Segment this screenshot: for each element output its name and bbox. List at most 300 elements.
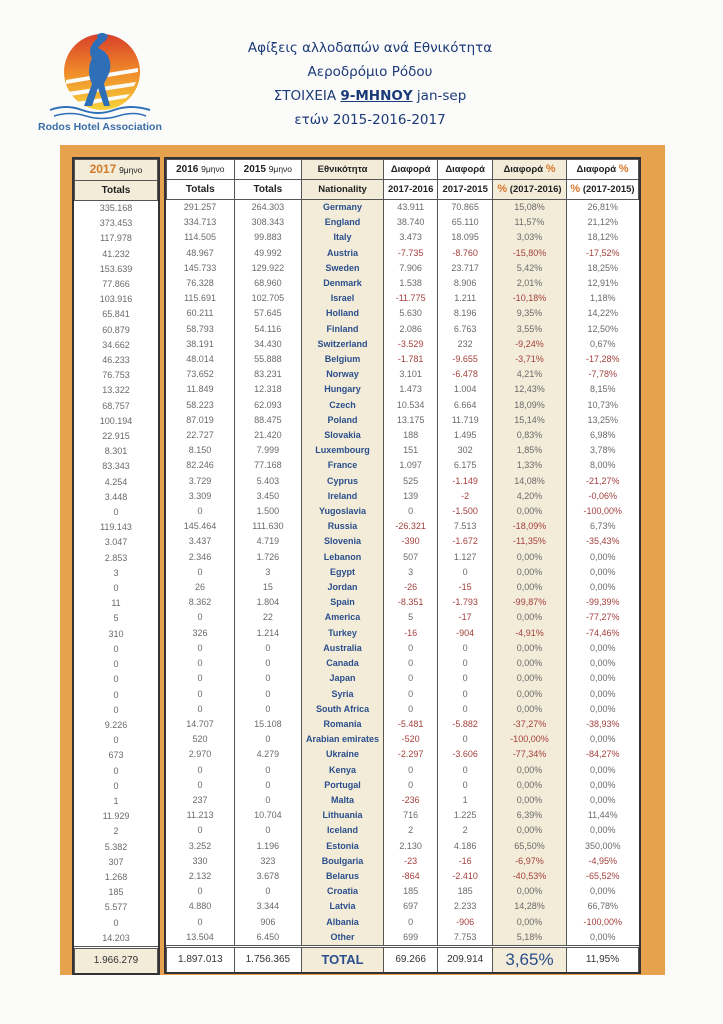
table-row — [75, 475, 158, 490]
cell-pct-2017-2015: 14,22% — [587, 308, 619, 319]
cell-2017: 153.639 — [99, 263, 133, 274]
table-row — [167, 261, 639, 276]
cell-2017: 22.915 — [102, 431, 130, 442]
cell-pct-2017-2015: 66,78% — [587, 901, 619, 912]
colossus-sun-icon — [46, 28, 158, 120]
cell-nationality: Hungary — [302, 382, 384, 397]
cell-diff-2017-2016: 151 — [403, 445, 419, 456]
cell-2016: 2.132 — [188, 870, 212, 881]
cell-nationality: Albania — [302, 915, 384, 930]
cell-2016: 13.504 — [186, 931, 214, 942]
cell-2015: 0 — [234, 702, 302, 717]
cell-2016: 4.880 — [188, 901, 212, 912]
cell-diff-2017-2015: -3.606 — [438, 747, 493, 762]
cell-pct-2017-2016: -3,71% — [492, 352, 566, 367]
cell-nationality: Norway — [302, 367, 384, 382]
cell-diff-2017-2015: 6.175 — [438, 458, 493, 473]
cell-diff-2017-2015: -1.672 — [438, 534, 493, 549]
cell-pct-2017-2016: 1,33% — [492, 458, 566, 473]
cell-2015: 1.500 — [234, 504, 302, 519]
cell-pct-2017-2016: -11,35% — [492, 534, 566, 549]
cell-2015: 1.726 — [234, 550, 302, 565]
cell-diff-2017-2016: -11.775 — [395, 293, 426, 304]
cell-diff-2017-2016: 5.630 — [399, 308, 422, 319]
cell-diff-2017-2016: 507 — [403, 551, 419, 562]
cell-pct-2017-2016: -6,97% — [492, 854, 566, 869]
cell-pct-2017-2015: -21,27% — [585, 475, 620, 486]
total-pct-2017-2016: 3,65% — [492, 946, 566, 972]
cell-2015: 49.992 — [234, 246, 302, 261]
cell-pct-2017-2016: 0,00% — [492, 656, 566, 671]
total-row — [167, 946, 639, 972]
title-line-2: Αεροδρόμιο Ρόδου — [307, 64, 433, 80]
cell-diff-2017-2015: 0 — [438, 565, 493, 580]
cell-2015: 0 — [234, 687, 302, 702]
cell-2015: 55.888 — [234, 352, 302, 367]
cell-pct-2017-2015: -35,43% — [585, 536, 620, 547]
cell-2016: 0 — [197, 673, 203, 684]
table-row — [167, 732, 639, 747]
cell-diff-2017-2015: -1.149 — [438, 474, 493, 489]
cell-pct-2017-2016: 0,00% — [492, 915, 566, 930]
header-nationality-gr: Εθνικότητα — [302, 160, 384, 180]
cell-2017: 373.453 — [99, 218, 133, 229]
cell-2017: 0 — [113, 507, 119, 518]
table-row — [75, 444, 158, 459]
table-row — [75, 657, 158, 672]
table-row — [167, 884, 639, 899]
cell-2015: 83.231 — [234, 367, 302, 382]
cell-pct-2017-2016: -9,24% — [492, 337, 566, 352]
table-row — [167, 610, 639, 625]
cell-diff-2017-2016: -5.481 — [397, 718, 424, 729]
cell-pct-2017-2015: -17,28% — [585, 354, 620, 365]
cell-pct-2017-2016: -10,18% — [492, 291, 566, 306]
table-row — [167, 428, 639, 443]
cell-2017: 3.047 — [104, 537, 128, 548]
cell-2016: 145.464 — [183, 521, 217, 532]
header-diff-1: Διαφορά — [383, 160, 438, 180]
table-row — [75, 292, 158, 307]
cell-diff-2017-2016: 10.534 — [396, 399, 425, 410]
cell-2017: 0 — [113, 659, 119, 670]
cell-diff-2017-2016: -23 — [404, 855, 418, 866]
cell-nationality: Syria — [302, 687, 384, 702]
cell-diff-2017-2015: 4.186 — [438, 839, 493, 854]
cell-pct-2017-2016: 0,00% — [492, 550, 566, 565]
table-row — [167, 869, 639, 884]
table-row — [167, 337, 639, 352]
cell-2017: 4.254 — [104, 476, 128, 487]
cell-pct-2017-2016: 11,57% — [492, 215, 566, 230]
table-row — [75, 794, 158, 809]
cell-pct-2017-2016: 2,01% — [492, 276, 566, 291]
cell-nationality: Belarus — [302, 869, 384, 884]
cell-diff-2017-2015: 0 — [438, 671, 493, 686]
cell-diff-2017-2015: -5.882 — [438, 717, 493, 732]
cell-diff-2017-2016: 1.097 — [399, 460, 422, 471]
cell-diff-2017-2016: 13.175 — [396, 414, 425, 425]
cell-diff-2017-2015: 0 — [438, 641, 493, 656]
cell-pct-2017-2015: 0,00% — [589, 642, 616, 653]
cell-diff-2017-2015: -1.500 — [438, 504, 493, 519]
table-row — [167, 839, 639, 854]
table-row — [167, 747, 639, 762]
cell-pct-2017-2015: -38,93% — [585, 718, 620, 729]
table-row — [75, 429, 158, 444]
header-row-2 — [75, 181, 158, 201]
cell-diff-2017-2015: 302 — [438, 443, 493, 458]
cell-diff-2017-2015: 8.906 — [438, 276, 493, 291]
cell-pct-2017-2016: 0,00% — [492, 610, 566, 625]
cell-2015: 10.704 — [234, 808, 302, 823]
header-diff-1-sub: 2017-2016 — [383, 180, 438, 200]
cell-nationality: Czech — [302, 398, 384, 413]
cell-2016: 326 — [192, 627, 208, 638]
table-row — [75, 611, 158, 626]
cell-2017: 1.268 — [104, 871, 128, 882]
cell-pct-2017-2016: -15,80% — [492, 246, 566, 261]
cell-2016: 48.014 — [186, 354, 214, 365]
cell-pct-2017-2015: 0,00% — [589, 566, 616, 577]
cell-diff-2017-2016: -7.735 — [397, 247, 424, 258]
total-pct-2017-2015: 11,95% — [567, 946, 639, 972]
header-2015-sub: Totals — [234, 180, 302, 200]
table-row — [167, 565, 639, 580]
table-row — [167, 671, 639, 686]
cell-pct-2017-2016: 3,03% — [492, 230, 566, 245]
cell-pct-2017-2016: 12,43% — [492, 382, 566, 397]
cell-diff-2017-2015: 185 — [438, 884, 493, 899]
cell-diff-2017-2015: 1 — [438, 793, 493, 808]
cell-pct-2017-2016: 15,14% — [492, 413, 566, 428]
cell-diff-2017-2015: -2 — [438, 489, 493, 504]
cell-2016: 0 — [197, 779, 203, 790]
table-row — [75, 535, 158, 550]
cell-2015: 323 — [234, 854, 302, 869]
table-row — [167, 398, 639, 413]
table-row — [167, 322, 639, 337]
cell-diff-2017-2015: -8.760 — [438, 246, 493, 261]
table-row — [75, 627, 158, 642]
cell-pct-2017-2015: 0,00% — [589, 734, 616, 745]
cell-2016: 0 — [197, 886, 203, 897]
cell-nationality: Kenya — [302, 763, 384, 778]
table-row — [167, 717, 639, 732]
cell-2016: 0 — [197, 764, 203, 775]
cell-2016: 334.713 — [183, 217, 217, 228]
cell-diff-2017-2016: -26 — [404, 582, 418, 593]
cell-2015: 34.430 — [234, 337, 302, 352]
header-pct-2: Διαφορά % — [567, 160, 639, 180]
cell-pct-2017-2015: 0,00% — [589, 779, 616, 790]
cell-2015: 3.344 — [234, 899, 302, 914]
cell-diff-2017-2016: 2.130 — [399, 840, 422, 851]
table-row — [75, 718, 158, 733]
cell-diff-2017-2016: -236 — [401, 794, 420, 805]
table-row — [167, 519, 639, 534]
cell-diff-2017-2016: -8.351 — [397, 597, 424, 608]
cell-pct-2017-2015: 0,00% — [589, 551, 616, 562]
cell-2017: 46.233 — [102, 355, 130, 366]
table-row — [75, 505, 158, 520]
cell-2015: 3.678 — [234, 869, 302, 884]
cell-nationality: Australia — [302, 641, 384, 656]
cell-2016: 291.257 — [183, 202, 217, 212]
comparison-table — [166, 159, 639, 972]
cell-2015: 57.645 — [234, 306, 302, 321]
total-row — [75, 947, 158, 973]
cell-2016: 0 — [197, 703, 203, 714]
table-row — [75, 490, 158, 505]
cell-2017: 9.226 — [104, 719, 128, 730]
cell-nationality: Other — [302, 930, 384, 947]
cell-diff-2017-2015: 23.717 — [438, 261, 493, 276]
cell-diff-2017-2016: 525 — [403, 475, 419, 486]
cell-pct-2017-2015: -77,27% — [585, 612, 620, 623]
cell-2017: 307 — [108, 856, 124, 867]
table-row — [75, 688, 158, 703]
cell-2017: 0 — [113, 765, 119, 776]
cell-2016: 22.727 — [186, 430, 214, 441]
cell-pct-2017-2016: 4,20% — [492, 489, 566, 504]
cell-diff-2017-2015: 2.233 — [438, 899, 493, 914]
table-row — [167, 595, 639, 610]
table-row — [75, 277, 158, 292]
cell-pct-2017-2015: 12,50% — [587, 323, 619, 334]
cell-pct-2017-2016: 3,55% — [492, 322, 566, 337]
table-row — [167, 580, 639, 595]
cell-2017: 83.343 — [102, 461, 130, 472]
cell-diff-2017-2016: -26.321 — [395, 521, 426, 532]
cell-pct-2017-2016: -99,87% — [492, 595, 566, 610]
table-row — [167, 550, 639, 565]
cell-pct-2017-2015: 0,00% — [589, 658, 616, 669]
table-row — [167, 246, 639, 261]
cell-diff-2017-2016: 0 — [408, 688, 414, 699]
cell-2016: 48.967 — [186, 247, 214, 258]
cell-pct-2017-2015: 1,18% — [589, 293, 616, 304]
cell-2016: 8.150 — [188, 445, 212, 456]
total-2015: 1.756.365 — [234, 946, 302, 972]
cell-pct-2017-2015: 0,00% — [589, 825, 616, 836]
table-row — [167, 899, 639, 914]
table-row — [167, 306, 639, 321]
table-row — [75, 551, 158, 566]
cell-2015: 1.214 — [234, 626, 302, 641]
cell-diff-2017-2015: -1.793 — [438, 595, 493, 610]
cell-nationality: Lebanon — [302, 550, 384, 565]
table-row — [75, 262, 158, 277]
cell-2016: 58.793 — [186, 323, 214, 334]
cell-diff-2017-2016: 0 — [408, 764, 414, 775]
cell-nationality: Turkey — [302, 626, 384, 641]
cell-2017: 673 — [108, 750, 124, 761]
cell-2017: 3 — [113, 567, 119, 578]
cell-2016: 115.691 — [184, 293, 216, 304]
cell-diff-2017-2016: 0 — [408, 673, 414, 684]
cell-diff-2017-2016: 7.906 — [399, 262, 422, 273]
cell-pct-2017-2016: 0,00% — [492, 823, 566, 838]
cell-2017: 117.978 — [100, 233, 132, 244]
cell-2015: 54.116 — [234, 322, 302, 337]
total-2017: 1.966.279 — [75, 947, 158, 973]
cell-nationality: Holland — [302, 306, 384, 321]
table-row — [75, 672, 158, 687]
table-row — [167, 458, 639, 473]
cell-pct-2017-2015: 6,73% — [589, 521, 616, 532]
cell-diff-2017-2015: 0 — [438, 656, 493, 671]
cell-pct-2017-2016: 0,00% — [492, 580, 566, 595]
cell-2017: 65.841 — [102, 309, 130, 320]
table-row — [75, 566, 158, 581]
cell-pct-2017-2015: -0,06% — [588, 490, 618, 501]
cell-nationality: Luxembourg — [302, 443, 384, 458]
cell-2016: 26 — [195, 582, 206, 593]
cell-nationality: England — [302, 215, 384, 230]
cell-pct-2017-2016: -77,34% — [492, 747, 566, 762]
cell-diff-2017-2015: 18.095 — [438, 230, 493, 245]
cell-diff-2017-2016: 697 — [403, 901, 419, 912]
table-row — [167, 823, 639, 838]
table-row — [167, 474, 639, 489]
cell-diff-2017-2015: -904 — [438, 626, 493, 641]
cell-2017: 11 — [111, 598, 121, 609]
cell-pct-2017-2016: 0,00% — [492, 793, 566, 808]
cell-pct-2017-2016: 65,50% — [492, 839, 566, 854]
header-pct-2-sub: % (2017-2015) — [567, 180, 639, 200]
table-row — [167, 215, 639, 230]
table-row — [75, 764, 158, 779]
title-line-3: ΣΤΟΙΧΕΙΑ 9-ΜΗΝΟΥ jan-sep — [273, 88, 467, 104]
cell-2015: 4.279 — [234, 747, 302, 762]
cell-diff-2017-2016: 0 — [408, 506, 414, 517]
cell-nationality: Egypt — [302, 565, 384, 580]
cell-diff-2017-2015: 7.753 — [438, 930, 493, 947]
cell-2016: 145.733 — [183, 262, 217, 273]
cell-diff-2017-2015: 1.004 — [438, 382, 493, 397]
cell-2015: 264.303 — [234, 200, 302, 216]
table-row — [167, 291, 639, 306]
cell-nationality: Japan — [302, 671, 384, 686]
cell-nationality: Slovenia — [302, 534, 384, 549]
cell-nationality: Austria — [302, 246, 384, 261]
cell-2017: 310 — [108, 628, 124, 639]
cell-pct-2017-2015: 350,00% — [584, 840, 621, 851]
cell-2015: 0 — [234, 763, 302, 778]
cell-2015: 21.420 — [234, 428, 302, 443]
cell-2015: 0 — [234, 778, 302, 793]
cell-nationality: France — [302, 458, 384, 473]
total-label: TOTAL — [302, 946, 384, 972]
cell-nationality: Denmark — [302, 276, 384, 291]
total-2016: 1.897.013 — [167, 946, 235, 972]
cell-2016: 87.019 — [186, 414, 214, 425]
table-row — [167, 656, 639, 671]
table-row — [75, 307, 158, 322]
cell-2017: 100.194 — [99, 415, 133, 426]
cell-2016: 3.729 — [188, 475, 212, 486]
header-2016-sub: Totals — [167, 180, 235, 200]
cell-2015: 68.960 — [234, 276, 302, 291]
cell-diff-2017-2015: -2.410 — [438, 869, 493, 884]
cell-diff-2017-2016: 699 — [403, 931, 419, 942]
table-row — [75, 201, 158, 217]
table-row — [167, 793, 639, 808]
cell-nationality: Romania — [302, 717, 384, 732]
cell-2015: 129.922 — [234, 261, 302, 276]
table-row — [75, 383, 158, 398]
cell-diff-2017-2015: 0 — [438, 687, 493, 702]
table-row — [75, 216, 158, 231]
cell-2017: 0 — [113, 735, 119, 746]
cell-2016: 14.707 — [186, 718, 214, 729]
cell-2017: 103.916 — [99, 294, 133, 305]
cell-diff-2017-2016: 5 — [408, 612, 414, 623]
cell-2017: 2.853 — [104, 552, 128, 563]
cell-2015: 4.719 — [234, 534, 302, 549]
cell-diff-2017-2016: -2.297 — [397, 749, 424, 760]
table-row — [75, 733, 158, 748]
cell-nationality: Portugal — [302, 778, 384, 793]
table-row — [75, 779, 158, 794]
cell-2017: 3.448 — [104, 491, 128, 502]
cell-2017: 68.757 — [102, 400, 130, 411]
header-pct-1-sub: % (2017-2016) — [492, 180, 566, 200]
table-row — [75, 338, 158, 353]
cell-pct-2017-2015: 8,00% — [589, 460, 616, 471]
cell-2017: 0 — [113, 780, 119, 791]
cell-2016: 11.849 — [186, 384, 214, 395]
cell-diff-2017-2016: 3.473 — [399, 232, 422, 243]
cell-2017: 60.879 — [102, 324, 130, 335]
table-row — [167, 808, 639, 823]
cell-diff-2017-2016: 38.740 — [396, 217, 425, 228]
cell-2017: 14.203 — [102, 932, 130, 943]
cell-nationality: Italy — [302, 230, 384, 245]
table-row — [75, 459, 158, 474]
table-row — [167, 276, 639, 291]
cell-2017: 0 — [113, 583, 119, 594]
header-row-2 — [167, 180, 639, 200]
title-line-4: ετών 2015-2016-2017 — [294, 112, 446, 128]
cell-diff-2017-2016: 0 — [408, 642, 414, 653]
header-row-1 — [75, 160, 158, 181]
table-row — [167, 702, 639, 717]
cell-2015: 0 — [234, 656, 302, 671]
table-row — [75, 642, 158, 657]
cell-2016: 76.328 — [186, 278, 214, 289]
cell-diff-2017-2015: 232 — [438, 337, 493, 352]
cell-nationality: Israel — [302, 291, 384, 306]
table-row — [167, 230, 639, 245]
cell-diff-2017-2016: -864 — [401, 870, 420, 881]
table-row — [167, 641, 639, 656]
cell-pct-2017-2015: -17,52% — [585, 247, 620, 258]
table-row — [75, 596, 158, 611]
total-diff-2017-2015: 209.914 — [438, 946, 493, 972]
cell-diff-2017-2015: 11.719 — [438, 413, 493, 428]
cell-2016: 2.346 — [188, 551, 212, 562]
cell-pct-2017-2015: 0,00% — [589, 688, 616, 699]
table-row — [75, 520, 158, 535]
cell-2015: 77.168 — [234, 458, 302, 473]
cell-2017: 13.322 — [102, 385, 130, 396]
header-nationality-en: Nationality — [302, 180, 384, 200]
cell-diff-2017-2016: 0 — [408, 658, 414, 669]
cell-nationality: Cyprus — [302, 474, 384, 489]
cell-pct-2017-2016: 4,21% — [492, 367, 566, 382]
